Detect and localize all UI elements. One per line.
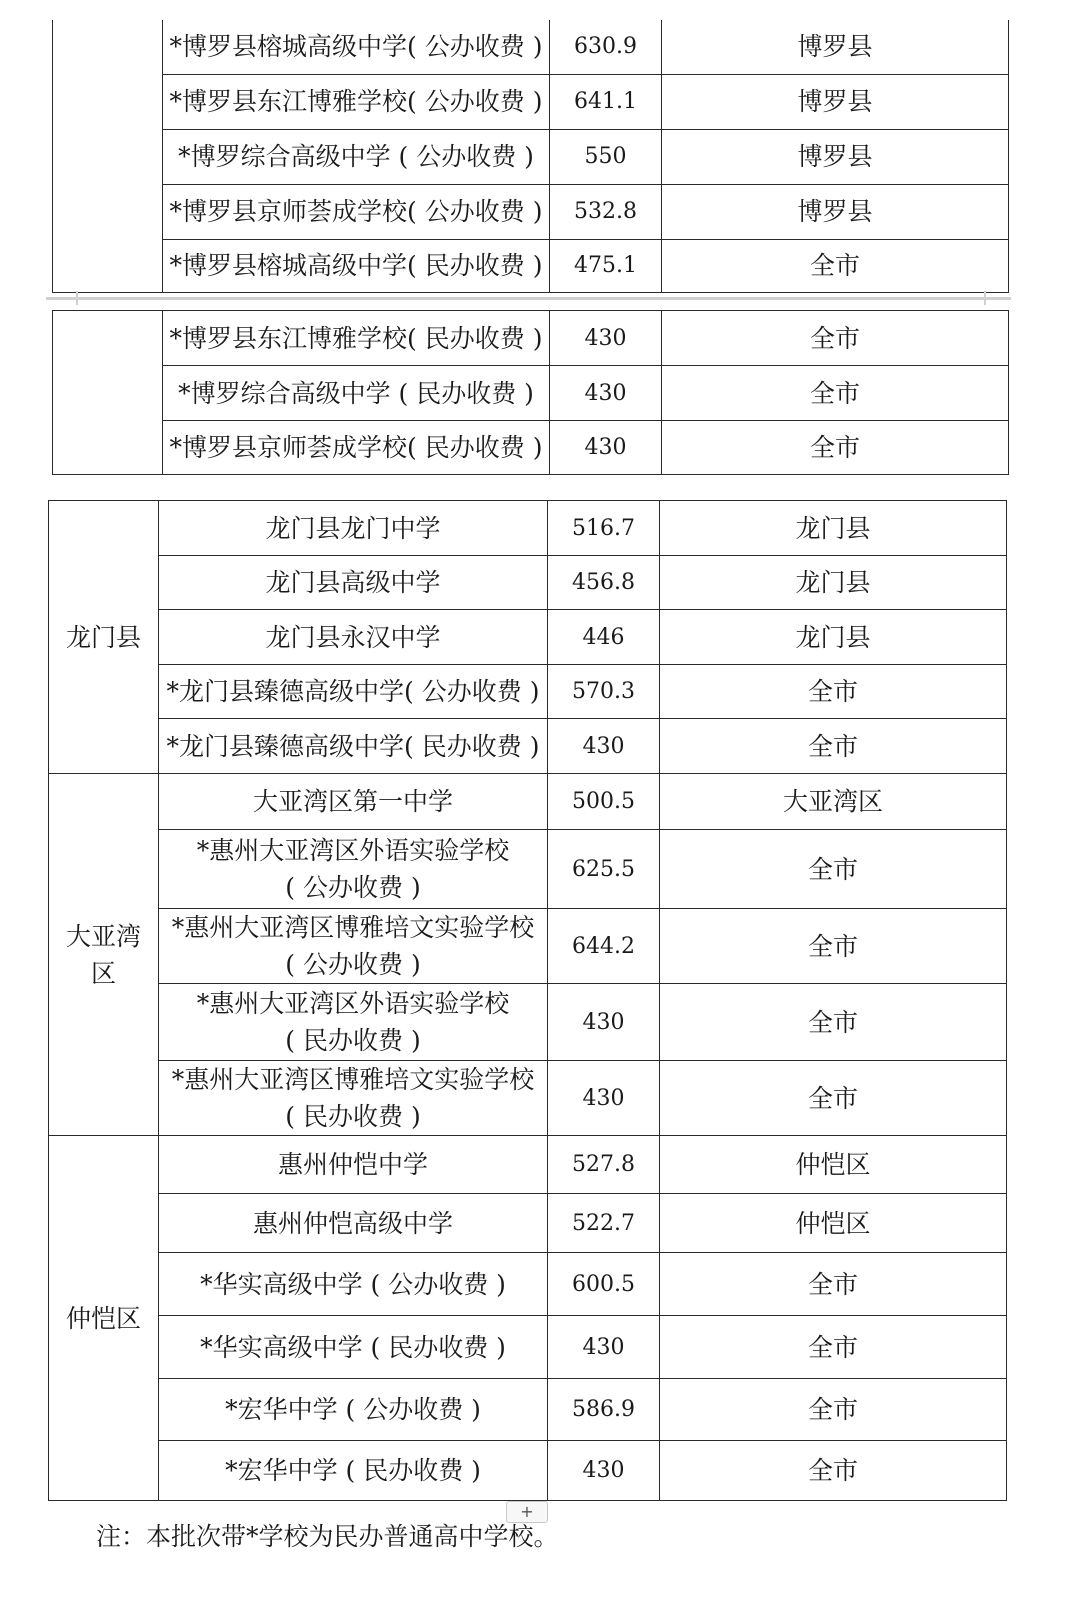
school-name-cell: 龙门县高级中学 <box>159 556 548 610</box>
school-name-line: ( 民办收费 ) <box>285 1102 421 1131</box>
table-row <box>53 74 1009 129</box>
school-name-cell <box>159 830 548 909</box>
school-name-cell: *博罗县榕城高级中学( 公办收费 ) <box>163 20 550 74</box>
school-name-cell: *宏华中学 ( 公办收费 ) <box>159 1379 548 1441</box>
region-label-line: 大亚湾 <box>65 921 141 951</box>
score-cell: 522.7 <box>548 1194 660 1253</box>
school-name-cell: *华实高级中学 ( 公办收费 ) <box>159 1253 548 1316</box>
enrollment-range-cell: 全市 <box>660 909 1007 984</box>
enrollment-range-cell: 全市 <box>660 1061 1007 1136</box>
score-cell: 430 <box>548 1316 660 1379</box>
admission-table-part-1 <box>52 20 1009 293</box>
score-cell: 430 <box>550 421 662 475</box>
score-cell: 500.5 <box>548 774 660 830</box>
school-name-cell: *博罗县京师荟成学校( 公办收费 ) <box>163 184 550 239</box>
score-cell: 586.9 <box>548 1379 660 1441</box>
table-row <box>49 1379 1007 1441</box>
school-name-cell <box>159 1061 548 1136</box>
school-name-cell: 惠州仲恺中学 <box>159 1136 548 1194</box>
score-cell: 430 <box>550 366 662 421</box>
table-row <box>53 129 1009 184</box>
admission-table-part-3 <box>48 500 1007 1501</box>
school-name-cell <box>159 984 548 1061</box>
enrollment-range-cell: 大亚湾区 <box>660 774 1007 830</box>
enrollment-range-cell: 全市 <box>660 1441 1007 1501</box>
enrollment-range-cell: 全市 <box>662 366 1009 421</box>
table-row <box>49 719 1007 774</box>
enrollment-range-cell: 全市 <box>660 665 1007 719</box>
table-row <box>49 1194 1007 1253</box>
table-row <box>49 1136 1007 1194</box>
score-cell: 532.8 <box>550 184 662 239</box>
school-name-cell: *宏华中学 ( 民办收费 ) <box>159 1441 548 1501</box>
score-cell: 430 <box>548 719 660 774</box>
table-row <box>53 421 1009 475</box>
table-row <box>49 984 1007 1061</box>
school-name-cell: *博罗综合高级中学 ( 公办收费 ) <box>163 129 550 184</box>
school-name-line: *惠州大亚湾区博雅培文实验学校 <box>171 913 535 942</box>
region-cell <box>53 20 163 292</box>
enrollment-range-cell: 全市 <box>662 239 1009 292</box>
score-cell: 625.5 <box>548 830 660 909</box>
school-name-cell: *博罗县东江博雅学校( 民办收费 ) <box>163 311 550 366</box>
enrollment-range-cell: 全市 <box>660 1379 1007 1441</box>
enrollment-range-cell: 博罗县 <box>662 20 1009 74</box>
school-name-line: ( 公办收费 ) <box>285 873 421 902</box>
school-name-line: ( 民办收费 ) <box>285 1026 421 1055</box>
region-cell-zhongkai: 仲恺区 <box>49 1136 159 1501</box>
school-name-cell <box>159 909 548 984</box>
region-cell <box>53 311 163 475</box>
enrollment-range-cell: 全市 <box>662 421 1009 475</box>
school-name-line: *惠州大亚湾区外语实验学校 <box>196 989 510 1018</box>
page-break-marker <box>984 291 986 305</box>
table-row <box>49 830 1007 909</box>
enrollment-range-cell: 龙门县 <box>660 610 1007 665</box>
region-cell-dayawan <box>49 774 159 1136</box>
enrollment-range-cell: 全市 <box>660 984 1007 1061</box>
score-cell: 630.9 <box>550 20 662 74</box>
score-cell: 644.2 <box>548 909 660 984</box>
table-row <box>49 556 1007 610</box>
school-name-cell: 龙门县龙门中学 <box>159 501 548 556</box>
school-name-cell: *龙门县臻德高级中学( 民办收费 ) <box>159 719 548 774</box>
score-cell: 430 <box>550 311 662 366</box>
school-name-cell: *博罗县东江博雅学校( 公办收费 ) <box>163 74 550 129</box>
enrollment-range-cell: 全市 <box>660 830 1007 909</box>
table-row <box>53 311 1009 366</box>
table-row <box>53 20 1009 74</box>
table-row <box>53 239 1009 292</box>
school-name-cell: *博罗县京师荟成学校( 民办收费 ) <box>163 421 550 475</box>
enrollment-range-cell: 博罗县 <box>662 74 1009 129</box>
school-name-line: ( 公办收费 ) <box>285 950 421 979</box>
add-row-button[interactable]: + <box>506 1501 548 1523</box>
enrollment-range-cell: 全市 <box>660 719 1007 774</box>
footnote: 注：本批次带*学校为民办普通高中学校。 <box>96 1522 559 1551</box>
school-name-line: *惠州大亚湾区博雅培文实验学校 <box>171 1065 535 1094</box>
enrollment-range-cell: 全市 <box>660 1253 1007 1316</box>
enrollment-range-cell: 全市 <box>662 311 1009 366</box>
score-cell: 430 <box>548 984 660 1061</box>
table-row <box>49 909 1007 984</box>
score-cell: 600.5 <box>548 1253 660 1316</box>
school-name-cell: *华实高级中学 ( 民办收费 ) <box>159 1316 548 1379</box>
school-name-cell: *博罗县榕城高级中学( 民办收费 ) <box>163 239 550 292</box>
score-cell: 456.8 <box>548 556 660 610</box>
table-row <box>53 366 1009 421</box>
table-row <box>49 1253 1007 1316</box>
table-row <box>49 1441 1007 1501</box>
table-row <box>49 610 1007 665</box>
table-row <box>49 665 1007 719</box>
region-label-line: 区 <box>90 958 116 988</box>
school-name-cell: 大亚湾区第一中学 <box>159 774 548 830</box>
region-cell-longmen: 龙门县 <box>49 501 159 774</box>
score-cell: 516.7 <box>548 501 660 556</box>
enrollment-range-cell: 龙门县 <box>660 501 1007 556</box>
enrollment-range-cell: 仲恺区 <box>660 1136 1007 1194</box>
table-row <box>49 774 1007 830</box>
school-name-cell: *博罗综合高级中学 ( 民办收费 ) <box>163 366 550 421</box>
enrollment-range-cell: 博罗县 <box>662 129 1009 184</box>
score-cell: 550 <box>550 129 662 184</box>
enrollment-range-cell: 龙门县 <box>660 556 1007 610</box>
school-name-line: *惠州大亚湾区外语实验学校 <box>196 836 510 865</box>
table-row <box>53 184 1009 239</box>
school-name-cell: *龙门县臻德高级中学( 公办收费 ) <box>159 665 548 719</box>
score-cell: 641.1 <box>550 74 662 129</box>
score-cell: 475.1 <box>550 239 662 292</box>
table-row <box>49 501 1007 556</box>
page-break-marker <box>76 291 78 305</box>
enrollment-range-cell: 全市 <box>660 1316 1007 1379</box>
page-break-separator <box>46 297 1011 300</box>
score-cell: 446 <box>548 610 660 665</box>
score-cell: 430 <box>548 1441 660 1501</box>
enrollment-range-cell: 博罗县 <box>662 184 1009 239</box>
school-name-cell: 龙门县永汉中学 <box>159 610 548 665</box>
score-cell: 527.8 <box>548 1136 660 1194</box>
enrollment-range-cell: 仲恺区 <box>660 1194 1007 1253</box>
school-name-cell: 惠州仲恺高级中学 <box>159 1194 548 1253</box>
table-row <box>49 1061 1007 1136</box>
score-cell: 570.3 <box>548 665 660 719</box>
admission-table-part-2 <box>52 310 1009 475</box>
table-row <box>49 1316 1007 1379</box>
score-cell: 430 <box>548 1061 660 1136</box>
